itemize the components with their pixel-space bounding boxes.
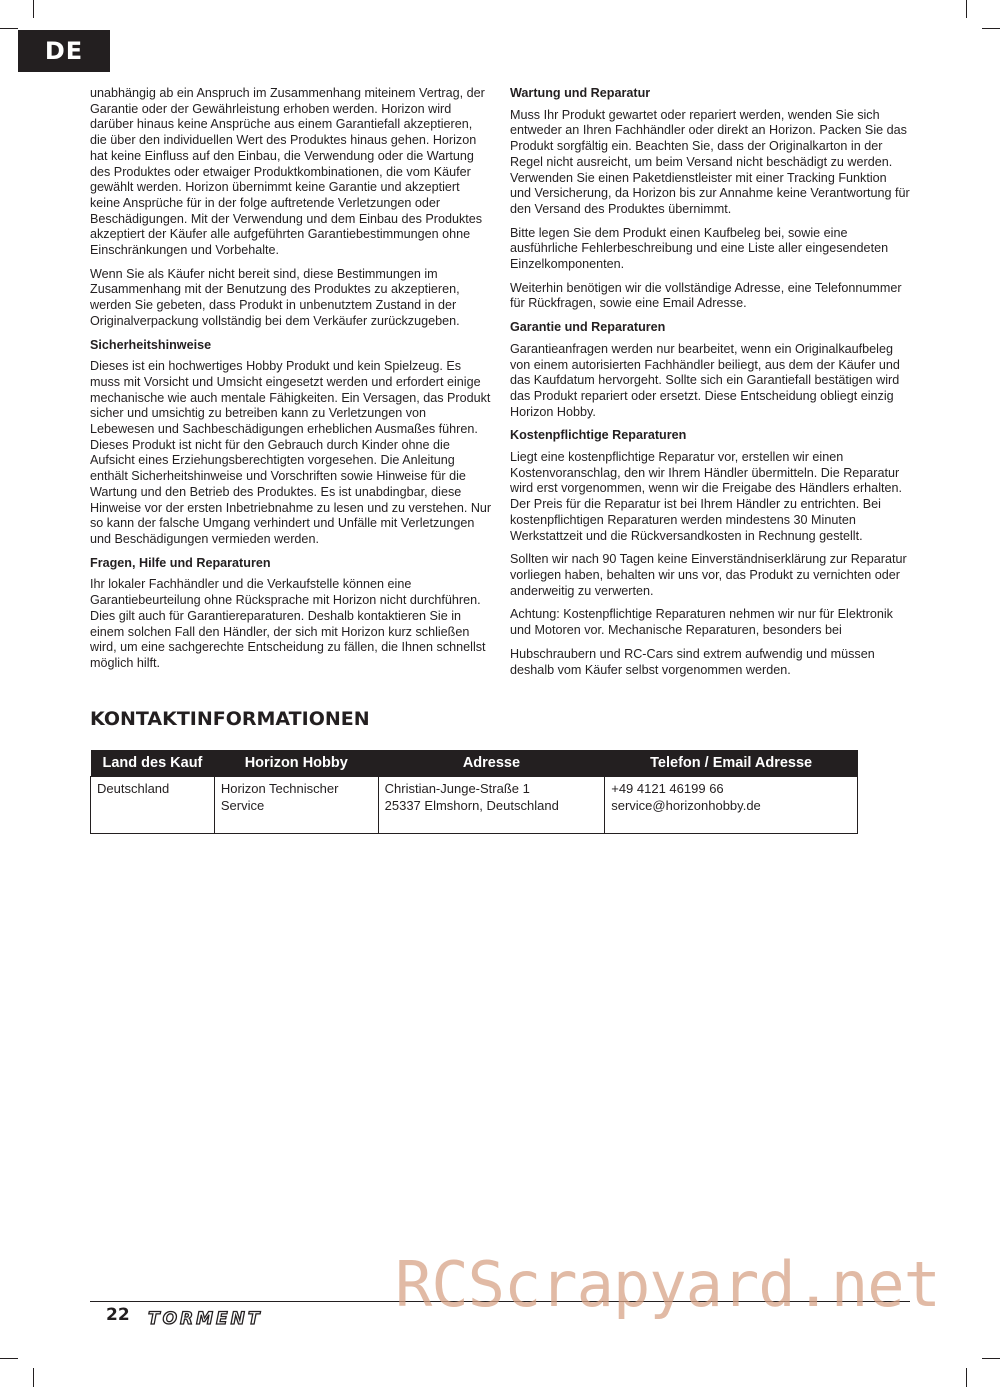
torment-logo [146,1308,306,1328]
contact-title: KONTAKTINFORMATIONEN [90,708,370,730]
crop-mark [0,28,18,29]
paragraph-paid-repairs-3: Achtung: Kostenpflichtige Reparaturen nehmen wir nur für Elektronik und Motoren vor. Mechanische Reparaturen, besonders bei [510,607,893,638]
header-country: Land des Kauf [91,750,215,777]
cell-organization [214,777,378,834]
torment-logo-text: TORMENT [148,1309,263,1328]
paragraph-questions: Ihr lokaler Fachhändler und die Verkaufstelle können eine Garantiebeurteilung ohne Rücksprache mit Horizon nicht durchführen. Dies gilt auch für Garantiereparaturen. Deshalb kontaktieren Sie in einem solchen Fall den Händler, der sich mit Horizon kurz schließen wird, um eine sachgerechte Entscheidung zu fällen, die Ihnen schnellst möglich hilft. [90,577,486,670]
phone-number: +49 4121 46199 66 [611,781,724,796]
crop-mark [0,1358,18,1359]
country-text: Deutschland [97,781,170,796]
cell-address [378,777,605,834]
crop-mark [966,0,967,18]
paragraph-warranty-repairs: Garantieanfragen werden nur bearbeitet, wenn ein Originalkaufbeleg von einem autorisierten Fachhändler beiliegt, aus dem der Käufer und das Kaufdatum hervorgeht. Sollte sich ein Garantiefall bestätigen wird das Produkt repariert oder ersetzt. Diese Entscheidung obliegt einzig Horizon Hobby. [510,341,900,419]
paragraph-return-terms: Wenn Sie als Käufer nicht bereit sind, diese Bestimmungen im Zusammenhang mit der Benutzung des Produktes zu akzeptieren, werden Sie gebeten, dass Produkt in unbenutztem Zustand in der Originalverpackung vollständig bei dem Verkäufer zurückzugeben. [90,266,460,328]
header-address: Adresse [378,750,605,777]
heading-warranty-repairs: Garantie und Reparaturen [510,320,666,335]
heading-safety: Sicherheitshinweise [90,337,212,352]
language-tab: DE [18,30,110,72]
paragraph-receipt: Bitte legen Sie dem Produkt einen Kaufbeleg bei, sowie eine ausführliche Fehlerbeschreibung und eine Liste aller eingesendeten Einzelkomponenten. [510,225,889,272]
paragraph-warranty-limits: unabhängig ab ein Anspruch im Zusammenhang miteinem Vertrag, der Garantie oder der Gewährleistung erhoben werden. Horizon wird darüber hinaus keine Ansprüche aus einem Garantiefall akzeptieren, die über den individuellen Wert des Produktes hinaus gehen. Horizon hat keine Einfluss auf den Einbau, die Verwendung oder die Wartung des Produktes oder etwaiger Produktkombinationen, die vom Käufer gewählt werden. Horizon übernimmt keine Garantie und akzeptiert keine Ansprüche für in der folge auftretende Verletzungen oder Beschädigungen. Mit der Verwendung und dem Einbau des Produktes akzeptiert der Käufer alle aufgeführten Garantiebestimmungen ohne Einschränkungen und Vorbehalte. [90,86,485,258]
paragraph-maintenance: Muss Ihr Produkt gewartet oder repariert werden, wenden Sie sich entweder an Ihren Fachhändler oder direkt an Horizon. Packen Sie das Produkt sorgfältig ein. Beachten Sie, dass der Originalkarton in der Regel nicht ausreicht, um beim Versand nicht beschädigt zu werden. Verwenden Sie einen Paketdienstleister mit einer Tracking Funktion und Versicherung, da Horizon bis zur Annahme keine Verantwortung für den Versand des Produktes übernimmt. [510,107,910,216]
crop-mark [966,1368,967,1387]
organization-line-1: Horizon Technischer [220,781,339,796]
left-column [90,86,492,680]
right-column [510,86,910,686]
address-line-2: 25337 Elmshorn, Deutschland [384,798,559,813]
crop-mark [982,1358,1000,1359]
organization-line-2: Service [220,798,265,813]
paragraph-address: Weiterhin benötigen wir die vollständige Adresse, eine Telefonnummer für Rückfragen, sowie eine Email Adresse. [510,280,902,311]
paragraph-paid-repairs-2: Sollten wir nach 90 Tagen keine Einverständniserklärung zur Reparatur vorliegen haben, behalten wir uns vor, das Produkt zu vernichten oder anderweitig zu verwerten. [510,552,907,598]
address-line-1: Christian-Junge-Straße 1 [384,781,530,796]
contact-table [90,750,858,834]
cell-country [91,777,215,834]
crop-mark [33,0,34,18]
crop-mark [33,1368,34,1387]
email-address: service@horizonhobby.de [611,798,761,813]
paragraph-paid-repairs-1: Liegt eine kostenpflichtige Reparatur vor, erstellen wir einen Kostenvoranschlag, den wir Ihrem Händler übermitteln. Die Reparatur wird erst vorgenommen, wenn wir die Freigabe des Händlers erhalten. Der Preis für die Reparatur ist bei Ihrem Händler zu entrichten. Bei kostenpflichtigen Reparaturen werden mindestens 30 Minuten Werkstattzeit und die Rückversandkosten in Rechnung gestellt. [510,450,902,543]
header-phone-email: Telefon / Email Adresse [605,750,858,777]
heading-paid-repairs: Kostenpflichtige Reparaturen [510,428,687,443]
table-row [91,777,858,834]
page-number: 22 [106,1305,130,1325]
paragraph-safety: Dieses ist ein hochwertiges Hobby Produkt und kein Spielzeug. Es muss mit Vorsicht und Umsicht eingesetzt werden und erfordert einige mechanische wie auch mentale Fähigkeiten. Ein Versagen, das Produkt sicher und umsichtig zu betreiben kann zu Verletzungen von Lebewesen und Sachbeschädigungen erheblichen Ausmaßes führen. Dieses Produkt ist nicht für den Gebrauch durch Kinder ohne die Aufsicht eines Erziehungsberechtigten vorgesehen. Die Anleitung enthält Sicherheitshinweise und Vorschriften sowie Hinweise für die Wartung und den Betrieb des Produktes. Es ist unabdingbar, diese Hinweise vor der ersten Inbetriebnahme zu lesen und zu verstehen. Nur so kann der falsche Umgang verhindert und Unfälle mit Verletzungen und Beschädigungen vermieden werden. [90,359,492,546]
header-horizon-hobby: Horizon Hobby [214,750,378,777]
heading-maintenance: Wartung und Reparatur [510,86,651,100]
crop-mark [982,28,1000,29]
cell-phone-email [605,777,858,834]
contact-table-header-row [91,750,858,777]
heading-questions: Fragen, Hilfe und Reparaturen [90,555,271,570]
watermark: RCScrapyard.net [395,1248,940,1321]
paragraph-paid-repairs-4: Hubschraubern und RC-Cars sind extrem aufwendig und müssen deshalb vom Käufer selbst vorgenommen werden. [510,646,875,677]
